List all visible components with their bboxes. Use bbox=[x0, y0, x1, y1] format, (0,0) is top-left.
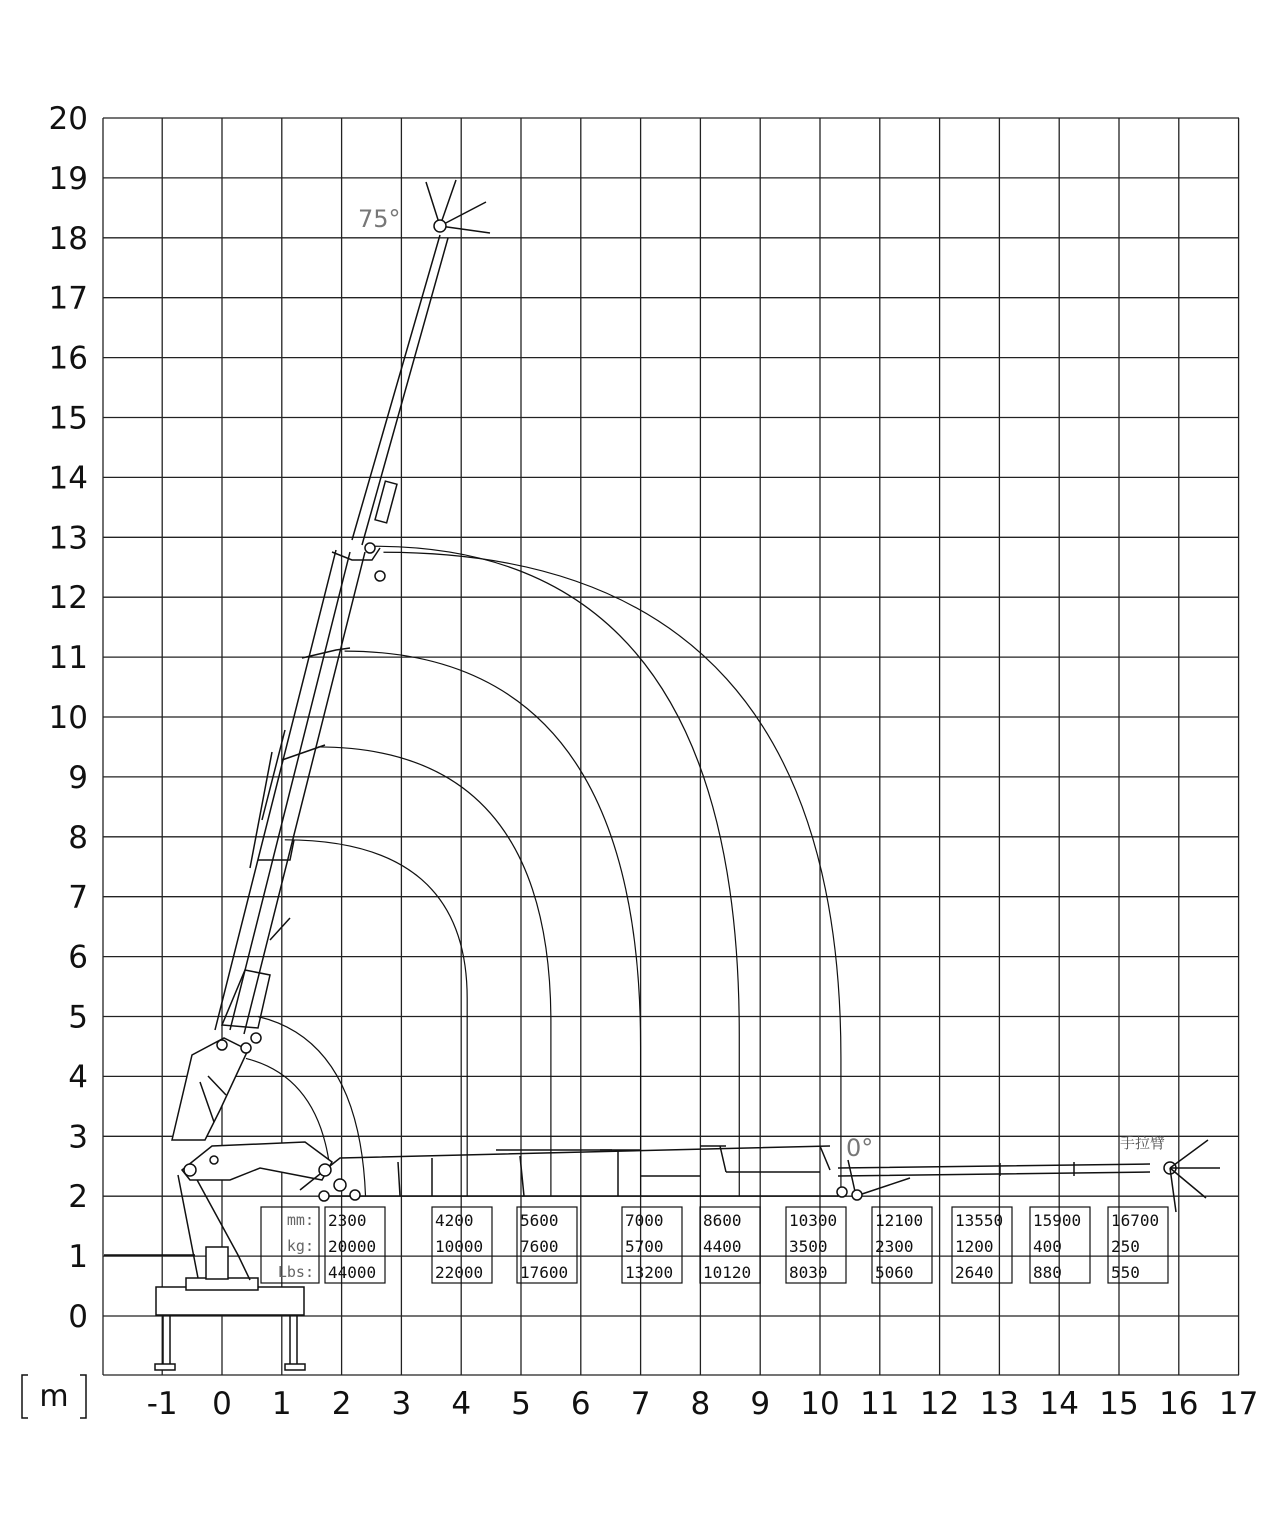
table-cell: 2640 bbox=[955, 1263, 994, 1282]
x-tick-label: 12 bbox=[919, 1386, 960, 1422]
max-angle-label: 75° bbox=[358, 205, 401, 233]
y-tick-label: 4 bbox=[68, 1059, 88, 1096]
table-cell: 20000 bbox=[328, 1237, 377, 1256]
y-tick-label: 5 bbox=[68, 999, 88, 1036]
table-row-label: Lbs: bbox=[277, 1263, 314, 1281]
table-cell: 1200 bbox=[955, 1237, 994, 1256]
unit-text: m bbox=[39, 1379, 69, 1414]
y-tick-label: 16 bbox=[48, 340, 88, 377]
table-cell: 2300 bbox=[328, 1211, 367, 1230]
x-tick-label: 8 bbox=[690, 1386, 711, 1422]
x-tick-label: 14 bbox=[1039, 1386, 1079, 1422]
table-cell: 550 bbox=[1111, 1263, 1140, 1282]
y-tick-label: 14 bbox=[48, 460, 88, 497]
y-tick-label: 0 bbox=[68, 1299, 88, 1335]
reach-arcs bbox=[246, 546, 841, 1196]
table-cell: 880 bbox=[1033, 1263, 1062, 1282]
x-tick-label: 11 bbox=[860, 1386, 900, 1422]
x-tick-label: 0 bbox=[212, 1386, 232, 1422]
y-tick-label: 6 bbox=[68, 939, 88, 976]
table-cell: 250 bbox=[1111, 1237, 1140, 1256]
y-tick-label: 1 bbox=[68, 1239, 88, 1276]
reach-arc bbox=[374, 546, 739, 1196]
table-cell: 3500 bbox=[789, 1237, 828, 1256]
table-cell: 16700 bbox=[1111, 1211, 1160, 1230]
table-cell: 4200 bbox=[435, 1211, 474, 1230]
table-cell: 13200 bbox=[625, 1263, 674, 1282]
y-tick-label: 11 bbox=[48, 640, 88, 677]
x-tick-label: 4 bbox=[451, 1386, 472, 1422]
x-tick-label: 6 bbox=[570, 1386, 591, 1422]
y-tick-label: 2 bbox=[68, 1179, 88, 1216]
y-tick-label: 8 bbox=[68, 819, 88, 856]
y-tick-label: 20 bbox=[48, 101, 88, 137]
x-tick-label: 3 bbox=[391, 1386, 412, 1422]
chart-grid bbox=[103, 118, 1239, 1375]
table-cell: 4400 bbox=[703, 1237, 742, 1256]
unit-label bbox=[22, 1375, 86, 1418]
reach-arc bbox=[285, 840, 467, 1196]
table-cell: 13550 bbox=[955, 1211, 1004, 1230]
table-cell: 5600 bbox=[520, 1211, 559, 1230]
x-tick-label: 5 bbox=[511, 1386, 531, 1422]
y-tick-label: 3 bbox=[68, 1119, 88, 1156]
jib-label: 手拉臂 bbox=[1120, 1134, 1166, 1152]
x-tick-label: 10 bbox=[800, 1386, 840, 1422]
table-cell: 22000 bbox=[435, 1263, 484, 1282]
table-row-label: mm: bbox=[286, 1211, 314, 1229]
load-table bbox=[261, 1207, 1168, 1283]
x-tick-label: 1 bbox=[271, 1386, 292, 1422]
x-tick-label: 17 bbox=[1218, 1386, 1259, 1422]
table-cell: 7000 bbox=[625, 1211, 664, 1230]
x-tick-label: 9 bbox=[750, 1386, 771, 1422]
y-tick-label: 15 bbox=[48, 400, 88, 437]
reach-arc bbox=[318, 747, 551, 1196]
x-tick-label: 15 bbox=[1099, 1386, 1139, 1422]
y-tick-label: 7 bbox=[68, 879, 88, 916]
table-cell: 8600 bbox=[703, 1211, 742, 1230]
y-tick-label: 17 bbox=[48, 280, 88, 317]
x-tick-label: -1 bbox=[146, 1386, 178, 1422]
y-tick-label: 19 bbox=[48, 160, 88, 197]
table-cell: 15900 bbox=[1033, 1211, 1082, 1230]
boom-raised-75deg bbox=[172, 180, 490, 1140]
y-tick-label: 13 bbox=[48, 520, 88, 557]
table-cell: 8030 bbox=[789, 1263, 828, 1282]
reach-arc bbox=[383, 552, 840, 1196]
y-tick-label: 10 bbox=[48, 700, 88, 736]
y-axis-labels bbox=[49, 101, 88, 1335]
table-cell: 10000 bbox=[435, 1237, 484, 1256]
table-cell: 12100 bbox=[875, 1211, 924, 1230]
y-tick-label: 18 bbox=[48, 220, 88, 257]
table-cell: 10300 bbox=[789, 1211, 838, 1230]
table-cell: 400 bbox=[1033, 1237, 1062, 1256]
table-cell: 5700 bbox=[625, 1237, 664, 1256]
table-cell: 7600 bbox=[520, 1237, 559, 1256]
y-tick-label: 9 bbox=[68, 759, 88, 796]
table-cell: 44000 bbox=[328, 1263, 377, 1282]
table-cell: 5060 bbox=[875, 1263, 914, 1282]
x-tick-label: 13 bbox=[979, 1386, 1020, 1422]
y-tick-label: 12 bbox=[48, 580, 88, 617]
min-angle-label: 0° bbox=[846, 1134, 874, 1162]
table-cell: 10120 bbox=[703, 1263, 752, 1282]
x-axis-labels bbox=[147, 1386, 1259, 1422]
x-tick-label: 16 bbox=[1159, 1386, 1199, 1422]
reach-arc bbox=[345, 651, 641, 1196]
table-row-label: kg: bbox=[286, 1237, 314, 1255]
x-tick-label: 7 bbox=[630, 1386, 651, 1422]
table-cell: 2300 bbox=[875, 1237, 914, 1256]
table-cell: 17600 bbox=[520, 1263, 569, 1282]
x-tick-label: 2 bbox=[331, 1386, 352, 1422]
